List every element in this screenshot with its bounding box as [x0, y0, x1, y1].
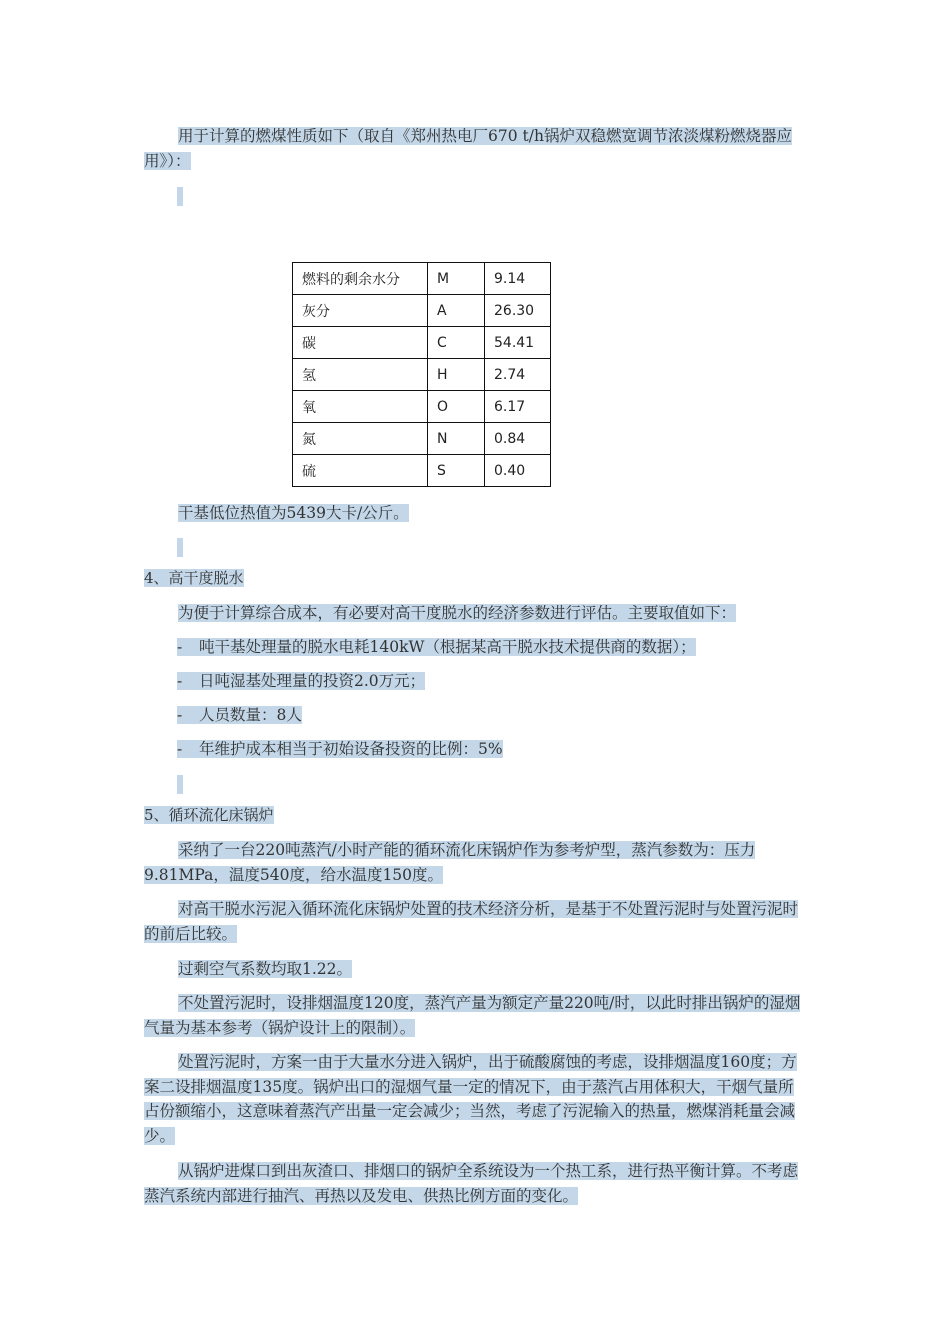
component-name-cell: 硫 [293, 455, 428, 487]
component-symbol-cell: S [428, 455, 485, 487]
component-value-cell: 9.14 [485, 263, 551, 295]
intro-paragraph [144, 124, 804, 173]
section-4-heading: 4、高干度脱水 [144, 569, 244, 587]
section-5-paragraph: 过剩空气系数均取1.22。 [178, 960, 353, 978]
component-name-cell: 碳 [293, 327, 428, 359]
component-symbol-cell: O [428, 391, 485, 423]
component-symbol-cell: M [428, 263, 485, 295]
section-5-paragraph: 采纳了一台220吨蒸汽/小时产能的循环流化床锅炉作为参考炉型，蒸汽参数为：压力 9.81MPa，温度540度，给水温度150度。 [144, 841, 756, 884]
fuel-table-row [293, 327, 551, 359]
fuel-table-row [293, 423, 551, 455]
fuel-table-row [293, 295, 551, 327]
bullet-item: - 日吨湿基处理量的投资2.0万元； [177, 672, 426, 690]
component-value-cell: 6.17 [485, 391, 551, 423]
component-value-cell: 2.74 [485, 359, 551, 391]
heat-value-paragraph [144, 501, 804, 526]
section-5-paragraph: 从锅炉进煤口到出灰渣口、排烟口的锅炉全系统设为一个热工系，进行热平衡计算。不考虑蒸汽系统内部进行抽汽、再热以及发电、供热比例方面的变化。 [144, 1162, 799, 1205]
component-value-cell: 0.84 [485, 423, 551, 455]
component-name-cell: 氮 [293, 423, 428, 455]
section-5-paragraph: 处置污泥时，方案一由于大量水分进入锅炉，出于硫酸腐蚀的考虑，设排烟温度160度；方案二设排烟温度135度。锅炉出口的湿烟气量一定的情况下，由于蒸汽占用体积大，干烟气量所占份额缩小，这意味着蒸汽产出量一定会减少；当然，考虑了污泥输入的热量，燃煤消耗量会减少。 [144, 1053, 797, 1145]
component-value-cell: 0.40 [485, 455, 551, 487]
component-value-cell: 26.30 [485, 295, 551, 327]
section-5-paragraph: 不处置污泥时，设排烟温度120度，蒸汽产量为额定产量220吨/时，以此时排出锅炉的湿烟气量为基本参考（锅炉设计上的限制）。 [144, 994, 801, 1037]
empty-line-marker [177, 187, 183, 206]
component-symbol-cell: N [428, 423, 485, 455]
fuel-table-row [293, 263, 551, 295]
intro-text: 用于计算的燃煤性质如下（取自《郑州热电厂670 t/h锅炉双稳燃宽调节浓淡煤粉燃烧器应用》）： [144, 127, 792, 170]
fuel-table-row [293, 391, 551, 423]
heat-value-text: 干基低位热值为5439大卡/公斤。 [178, 504, 409, 522]
bullet-item: - 吨干基处理量的脱水电耗140kW（根据某高干脱水技术提供商的数据）； [177, 638, 696, 656]
component-name-cell: 氧 [293, 391, 428, 423]
fuel-table-row [293, 455, 551, 487]
component-symbol-cell: C [428, 327, 485, 359]
component-name-cell: 灰分 [293, 295, 428, 327]
bullet-item: - 人员数量：8人 [177, 706, 302, 724]
component-name-cell: 燃料的剩余水分 [293, 263, 428, 295]
component-symbol-cell: H [428, 359, 485, 391]
section-5-paragraph: 对高干脱水污泥入循环流化床锅炉处置的技术经济分析，是基于不处置污泥时与处置污泥时的前后比较。 [144, 900, 799, 943]
section-4-intro: 为便于计算综合成本，有必要对高干度脱水的经济参数进行评估。主要取值如下： [178, 604, 737, 622]
fuel-properties-table [292, 262, 551, 487]
fuel-table-row [293, 359, 551, 391]
empty-line-marker [177, 775, 183, 794]
component-symbol-cell: A [428, 295, 485, 327]
bullet-item: - 年维护成本相当于初始设备投资的比例：5% [177, 740, 503, 758]
component-name-cell: 氢 [293, 359, 428, 391]
component-value-cell: 54.41 [485, 327, 551, 359]
empty-line-marker [177, 538, 183, 557]
section-5-heading: 5、循环流化床锅炉 [144, 806, 274, 824]
